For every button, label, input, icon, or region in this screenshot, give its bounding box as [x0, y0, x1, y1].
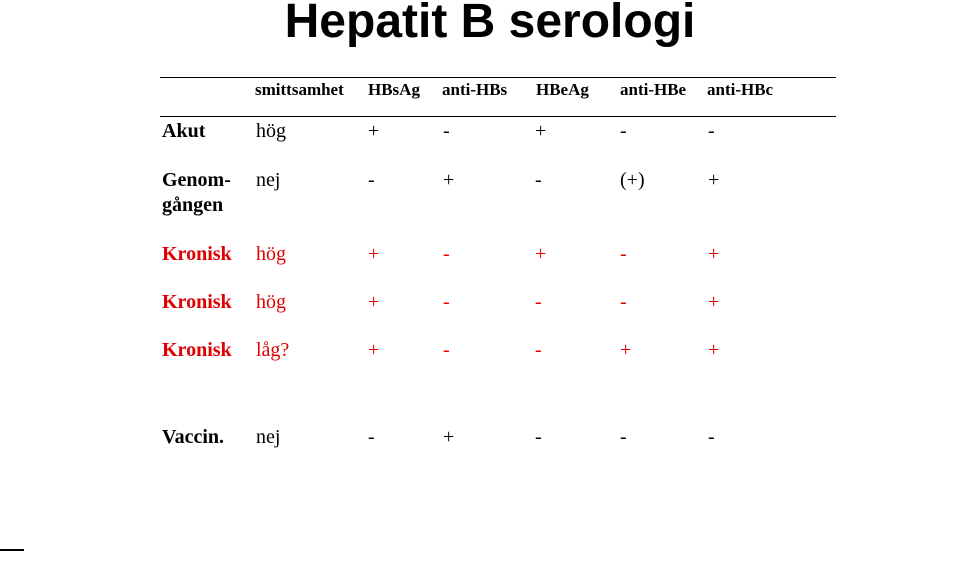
table-cell: + — [443, 169, 455, 191]
table-cell: (+) — [620, 169, 645, 191]
slide-title: Hepatit B serologi — [284, 0, 696, 48]
table-cell: nej — [256, 169, 281, 191]
row-label-vaccin: Vaccin. — [162, 426, 225, 448]
table-cell: + — [708, 243, 720, 265]
header-anti-hbs: anti-HBs — [442, 80, 508, 99]
table-cell: - — [708, 120, 715, 142]
table-cell: - — [620, 291, 627, 313]
table-cell: - — [368, 169, 375, 191]
table-cell: - — [620, 426, 627, 448]
row-label-kronisk: Kronisk — [162, 291, 232, 313]
table-cell: - — [708, 426, 715, 448]
table-cell: hög — [256, 291, 286, 313]
table-cell: + — [620, 339, 632, 361]
table-cell: - — [620, 243, 627, 265]
table-cell: + — [368, 291, 380, 313]
table-cell: - — [443, 291, 450, 313]
header-anti-hbc: anti-HBc — [707, 80, 774, 99]
table-cell: - — [535, 291, 542, 313]
table-cell: + — [708, 169, 720, 191]
table-cell: hög — [256, 120, 286, 142]
table-cell: hög — [256, 243, 286, 265]
table-cell: + — [535, 120, 547, 142]
table-cell: - — [535, 169, 542, 191]
row-label-genomgangen: Genom- gången — [162, 169, 231, 216]
table-cell: - — [443, 339, 450, 361]
table-cell: nej — [256, 426, 281, 448]
table-cell: låg? — [256, 339, 290, 361]
table-cell: + — [368, 243, 380, 265]
header-hbsag: HBsAg — [368, 80, 420, 99]
table-cell: + — [535, 243, 547, 265]
header-anti-hbe: anti-HBe — [620, 80, 687, 99]
header-hbeag: HBeAg — [536, 80, 589, 99]
table-cell: - — [535, 339, 542, 361]
footer-rule — [0, 549, 24, 551]
table-cell: + — [443, 426, 455, 448]
table-cell: + — [368, 120, 380, 142]
table-cell: - — [368, 426, 375, 448]
table-top-rule — [160, 77, 836, 78]
header-smittsamhet: smittsamhet — [255, 80, 344, 99]
table-cell: - — [535, 426, 542, 448]
row-label-kronisk: Kronisk — [162, 243, 232, 265]
row-label-akut: Akut — [162, 120, 206, 142]
table-cell: - — [443, 120, 450, 142]
table-cell: + — [708, 339, 720, 361]
table-cell: - — [620, 120, 627, 142]
table-cell: - — [443, 243, 450, 265]
table-cell: + — [708, 291, 720, 313]
table-cell: + — [368, 339, 380, 361]
table-header-rule — [160, 116, 836, 117]
row-label-kronisk: Kronisk — [162, 339, 232, 361]
